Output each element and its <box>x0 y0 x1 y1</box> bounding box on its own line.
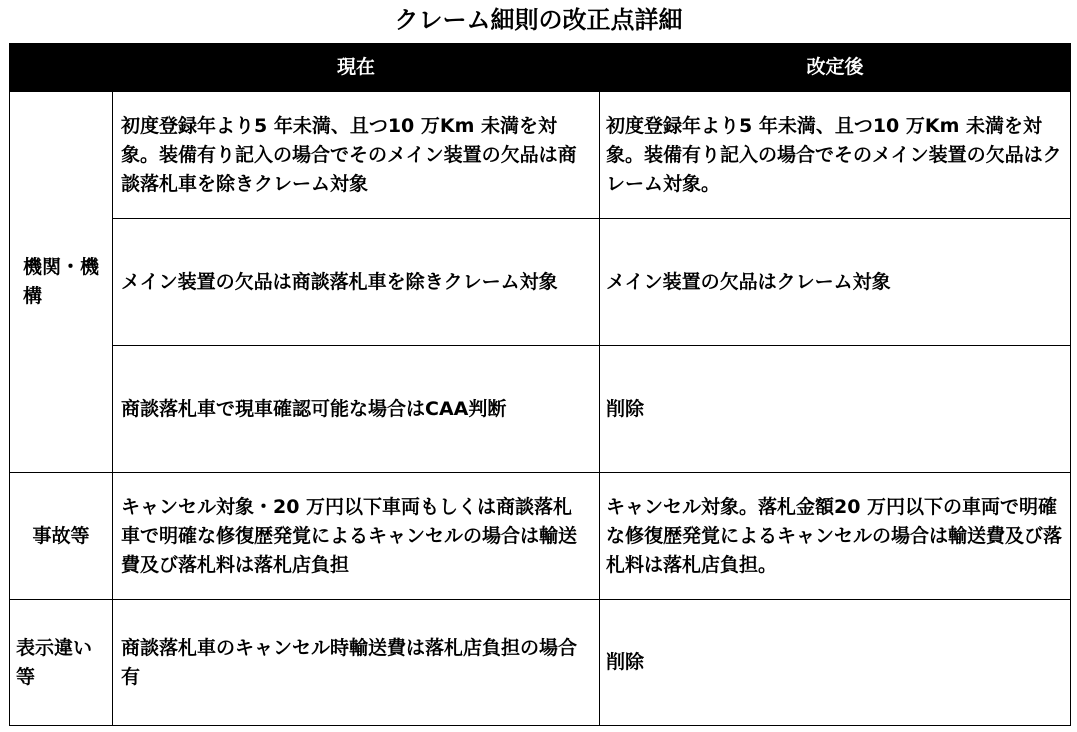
current-rule-cell: キャンセル対象・20 万円以下車両もしくは商談落札車で明確な修復歴発覚によるキャンセルの場合は輸送費及び落札料は落札店負担 <box>113 473 600 600</box>
revised-rule-cell: 初度登録年より5 年未満、且つ10 万Km 未満を対象。装備有り記入の場合でそのメイン装置の欠品はクレーム対象。 <box>600 92 1071 219</box>
revised-rule-cell: キャンセル対象。落札金額20 万円以下の車両で明確な修復歴発覚によるキャンセルの場合は輸送費及び落札料は落札店負担。 <box>600 473 1071 600</box>
category-label: 事故等 <box>32 524 90 547</box>
current-rule-cell: メイン装置の欠品は商談落札車を除きクレーム対象 <box>113 219 600 346</box>
header-category <box>10 44 113 92</box>
table-row <box>10 473 1071 600</box>
category-cell-accident <box>10 473 113 600</box>
page-title: クレーム細則の改正点詳細 <box>394 6 683 34</box>
category-cell-display <box>10 600 113 726</box>
table-row <box>10 600 1071 726</box>
current-rule-cell: 商談落札車のキャンセル時輸送費は落札店負担の場合有 <box>113 600 600 726</box>
revised-rule-cell: 削除 <box>600 346 1071 473</box>
category-cell-engine <box>10 92 113 473</box>
header-current: 現在 <box>113 44 600 92</box>
current-rule-cell: 初度登録年より5 年未満、且つ10 万Km 未満を対象。装備有り記入の場合でそのメイン装置の欠品は商談落札車を除きクレーム対象 <box>113 92 600 219</box>
table-row <box>10 346 1071 473</box>
table-row <box>10 92 1071 219</box>
table-header-row <box>10 44 1071 92</box>
current-rule-cell: 商談落札車で現車確認可能な場合はCAA判断 <box>113 346 600 473</box>
header-revised: 改定後 <box>600 44 1071 92</box>
rule-changes-table <box>9 43 1071 726</box>
category-label: 機関・機構 <box>23 256 100 307</box>
category-label: 表示違い等 <box>16 636 93 688</box>
table-row <box>10 219 1071 346</box>
revised-rule-cell: メイン装置の欠品はクレーム対象 <box>600 219 1071 346</box>
revised-rule-cell: 削除 <box>600 600 1071 726</box>
